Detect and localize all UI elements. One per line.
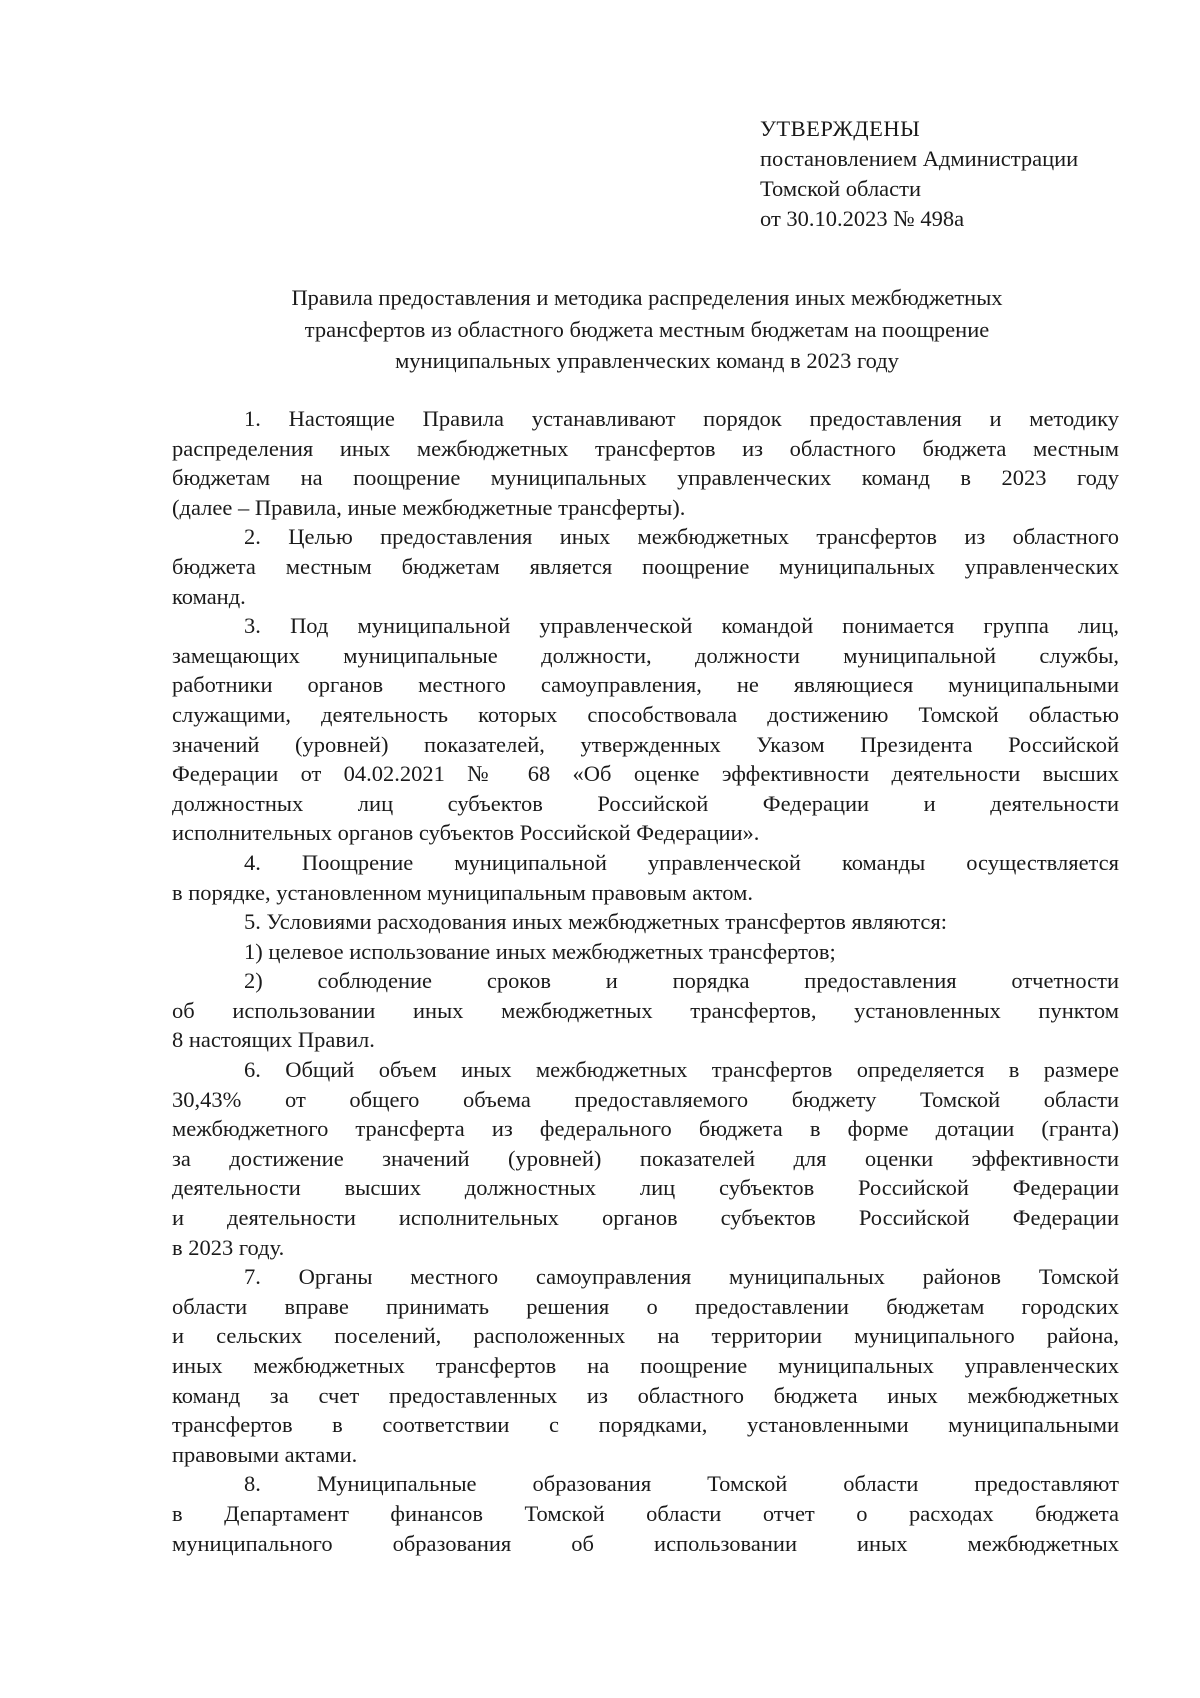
title-line: трансфертов из областного бюджета местным бюджетам на поощрение — [304, 316, 990, 342]
paragraph-line: 30,43% от общего объема предоставляемого бюджету Томской области — [172, 1086, 1119, 1112]
paragraph-line: об использовании иных межбюджетных трансфертов, установленных пунктом — [172, 997, 1119, 1023]
paragraph-line: 4. Поощрение муниципальной управленческой команды осуществляется — [244, 849, 1119, 875]
title-line: Правила предоставления и методика распределения иных межбюджетных — [291, 285, 1003, 310]
paragraph-line: исполнительных органов субъектов Российской Федерации». — [172, 820, 760, 846]
paragraph-line: бюджета местным бюджетам является поощрение муниципальных управленческих — [172, 553, 1119, 579]
approval-line: Томской области — [760, 176, 922, 201]
paragraph-line: правовыми актами. — [172, 1441, 358, 1467]
document-title — [172, 282, 1122, 377]
paragraph-line: иных межбюджетных трансфертов на поощрение муниципальных управленческих — [172, 1353, 1119, 1378]
paragraph-line: области вправе принимать решения о предоставлении бюджетам городских — [172, 1293, 1119, 1319]
approval-stamp — [760, 114, 1078, 234]
paragraph-line: 8. Муниципальные образования Томской области предоставляют — [244, 1471, 1119, 1497]
paragraph-line: 8 настоящих Правил. — [172, 1027, 375, 1053]
paragraph — [172, 404, 1119, 522]
approval-heading: УТВЕРЖДЕНЫ — [760, 116, 921, 141]
paragraph-line: 2) соблюдение сроков и порядка предоставления отчетности — [244, 968, 1119, 994]
paragraph — [172, 611, 1119, 848]
document-body — [172, 404, 1119, 1558]
paragraph — [172, 907, 1119, 937]
paragraph — [172, 1469, 1119, 1558]
paragraph-line: должностных лиц субъектов Российской Федерации и деятельности — [172, 790, 1119, 816]
paragraph — [172, 937, 1119, 967]
paragraph-line: 1) целевое использование иных межбюджетных трансфертов; — [244, 938, 836, 964]
paragraph-line: и деятельности исполнительных органов субъектов Российской Федерации — [172, 1205, 1119, 1231]
paragraph-line: 7. Органы местного самоуправления муниципальных районов Томской — [244, 1264, 1119, 1290]
paragraph-line: команд за счет предоставленных из областного бюджета иных межбюджетных — [172, 1382, 1119, 1408]
paragraph-line: Федерации от 04.02.2021 № 68 «Об оценке эффективности деятельности высших — [172, 761, 1119, 787]
paragraph-line: муниципального образования об использовании иных межбюджетных — [172, 1530, 1119, 1556]
approval-line: постановлением Администрации — [760, 146, 1079, 171]
paragraph-line: 1. Настоящие Правила устанавливают порядок предоставления и методику — [244, 406, 1119, 431]
paragraph-line: 2. Целью предоставления иных межбюджетных трансфертов из областного — [244, 524, 1119, 550]
paragraph — [172, 848, 1119, 907]
title-line: муниципальных управленческих команд в 2023 году — [395, 348, 899, 373]
paragraph-line: замещающих муниципальные должности, должности муниципальной службы, — [172, 642, 1119, 668]
paragraph-line: 5. Условиями расходования иных межбюджетных трансфертов являются: — [244, 909, 947, 935]
paragraph-line: работники органов местного самоуправления, не являющиеся муниципальными — [172, 672, 1119, 698]
paragraph-line: в Департамент финансов Томской области отчет о расходах бюджета — [172, 1500, 1119, 1526]
paragraph-line: межбюджетного трансферта из федерального бюджета в форме дотации (гранта) — [172, 1116, 1119, 1142]
paragraph-line: деятельности высших должностных лиц субъектов Российской Федерации — [172, 1175, 1119, 1201]
paragraph-line: значений (уровней) показателей, утвержденных Указом Президента Российской — [172, 731, 1119, 757]
paragraph — [172, 522, 1119, 611]
paragraph-line: в 2023 году. — [172, 1234, 285, 1260]
paragraph-line: и сельских поселений, расположенных на территории муниципального района, — [172, 1323, 1119, 1349]
paragraph-line: трансфертов в соответствии с порядками, установленными муниципальными — [172, 1412, 1119, 1438]
paragraph — [172, 1055, 1119, 1262]
paragraph — [172, 1262, 1119, 1469]
paragraph-line: за достижение значений (уровней) показателей для оценки эффективности — [172, 1145, 1119, 1171]
paragraph-line: команд. — [172, 583, 246, 609]
paragraph-line: 6. Общий объем иных межбюджетных трансфертов определяется в размере — [244, 1057, 1119, 1083]
approval-line: от 30.10.2023 № 498а — [760, 206, 965, 231]
paragraph-line: (далее – Правила, иные межбюджетные трансферты). — [172, 494, 686, 520]
paragraph-line: распределения иных межбюджетных трансфертов из областного бюджета местным — [172, 435, 1119, 461]
paragraph-line: 3. Под муниципальной управленческой командой понимается группа лиц, — [244, 613, 1119, 639]
paragraph — [172, 966, 1119, 1055]
paragraph-line: служащими, деятельность которых способствовала достижению Томской областью — [172, 701, 1119, 727]
paragraph-line: бюджетам на поощрение муниципальных управленческих команд в 2023 году — [172, 465, 1119, 491]
paragraph-line: в порядке, установленном муниципальным правовым актом. — [172, 879, 753, 905]
